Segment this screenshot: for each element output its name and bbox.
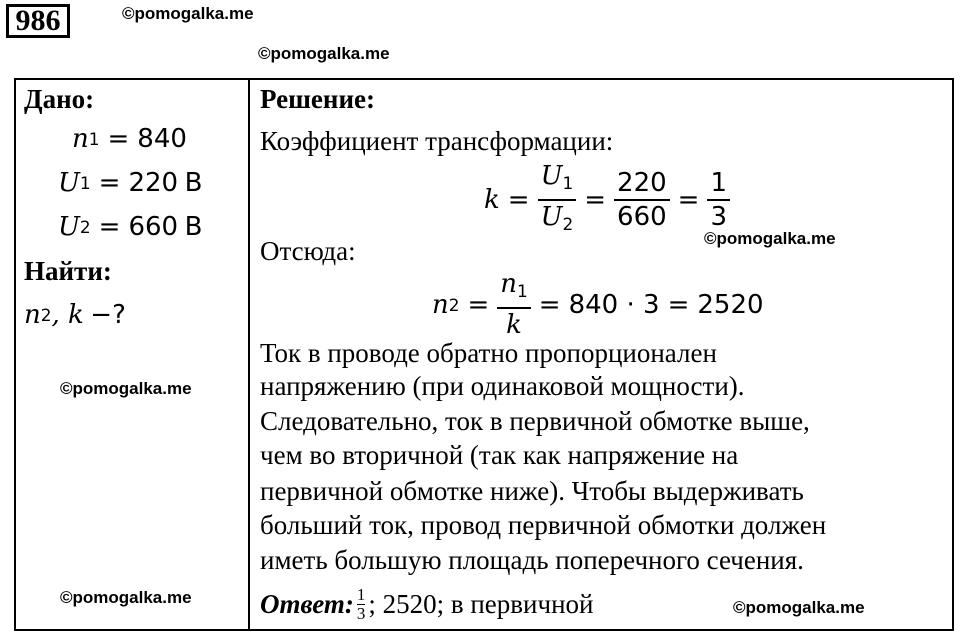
find-n-symbol: n (24, 300, 41, 330)
given-u2-unit: В (184, 212, 203, 242)
paragraph-line: больший ток, провод первичной обмотки должен (260, 510, 827, 540)
watermark: ©pomogalka.me (258, 44, 390, 63)
eq1-f2-den: 660 (617, 202, 667, 233)
answer-frac-num: 1 (356, 585, 366, 604)
eq1-fraction-values (614, 167, 670, 233)
find-k: , k (51, 300, 84, 330)
given-n1-symbol: n (72, 124, 89, 154)
given-u1-unit: В (184, 168, 203, 198)
paragraph-line: Следовательно, ток в первичной обмотке выше, (260, 406, 810, 436)
find-n-sub: 2 (40, 305, 52, 325)
paragraph-line: иметь большую площадь поперечного сечения. (260, 545, 804, 575)
eq1-f1-den: U (540, 202, 563, 233)
given-u2-symbol: U (58, 212, 80, 242)
eq1-f3-num: 1 (710, 168, 728, 199)
given-u2-value: 660 (128, 212, 179, 242)
answer-label: Ответ: (260, 589, 354, 619)
solution-heading: Решение: (260, 84, 375, 114)
equation-k: k = $\frac{U_1}{U_2}$ = $\frac{220}{660}$ = $\frac{1}{3}$ (484, 160, 730, 240)
eq1-fraction-voltage (538, 160, 577, 240)
eq1-lhs: k (484, 185, 500, 216)
eq2-f-num: n (500, 269, 518, 299)
eq1-f2-num: 220 (617, 168, 667, 199)
eq2-f-num-sub: 1 (517, 281, 528, 302)
eq2-lhs: n (432, 289, 449, 320)
solution-intro: Коэффициент трансформации: (260, 126, 614, 156)
solution-hence: Отсюда: (260, 236, 356, 266)
watermark: ©pomogalka.me (60, 588, 192, 607)
given-heading: Дано: (24, 84, 95, 114)
paragraph-line: напряжению (при одинаковой мощности). (260, 371, 745, 401)
answer-frac-den: 3 (356, 604, 366, 623)
answer-fraction (357, 586, 366, 623)
eq1-f1-num: U (540, 161, 563, 191)
watermark: ©pomogalka.me (122, 4, 254, 23)
eq1-f3-den: 3 (710, 202, 728, 233)
given-u1-value: 220 (128, 168, 179, 198)
eq1-f1-den-sub: 2 (562, 214, 574, 235)
eq2-f-den: k (506, 310, 522, 341)
paragraph-line: Ток в проводе обратно пропорционален (260, 338, 717, 368)
given-n1-value: 840 (137, 124, 187, 154)
given-u2-sub: 2 (79, 217, 91, 237)
given-u1-symbol: U (58, 168, 80, 198)
find-question: −? (90, 300, 126, 330)
watermark: ©pomogalka.me (733, 598, 865, 617)
find-heading: Найти: (24, 256, 112, 286)
column-divider (248, 78, 250, 631)
eq1-f1-num-sub: 1 (562, 173, 574, 194)
paragraph-line: первичной обмотке ниже). Чтобы выдерживать (260, 476, 804, 506)
eq2-mid: 840 · 3 (568, 289, 660, 320)
eq2-lhs-sub: 2 (448, 294, 460, 315)
equation-n2: n 2 = $\frac{n_1}{k}$ = 840 · 3 = 2520 (432, 269, 764, 341)
eq1-fraction-result (707, 167, 730, 233)
given-u1-sub: 1 (79, 173, 91, 193)
watermark: ©pomogalka.me (704, 229, 836, 248)
find-line (24, 300, 126, 330)
given-line-u2: U 2 = 660 В (58, 212, 203, 242)
paragraph-line: чем во вторичной (так как напряжение на (260, 440, 739, 470)
given-line-u1: U 1 = 220 В (58, 168, 203, 198)
problem-number: 986 (6, 4, 70, 38)
given-n1-sub: 1 (88, 129, 100, 149)
eq2-result: 2520 (697, 289, 764, 320)
given-line-n1: n 1 = 840 (72, 124, 187, 154)
answer-rest: ; 2520; в первичной (368, 589, 594, 619)
watermark: ©pomogalka.me (60, 379, 192, 398)
eq2-fraction (497, 268, 531, 341)
answer-line (260, 586, 593, 623)
